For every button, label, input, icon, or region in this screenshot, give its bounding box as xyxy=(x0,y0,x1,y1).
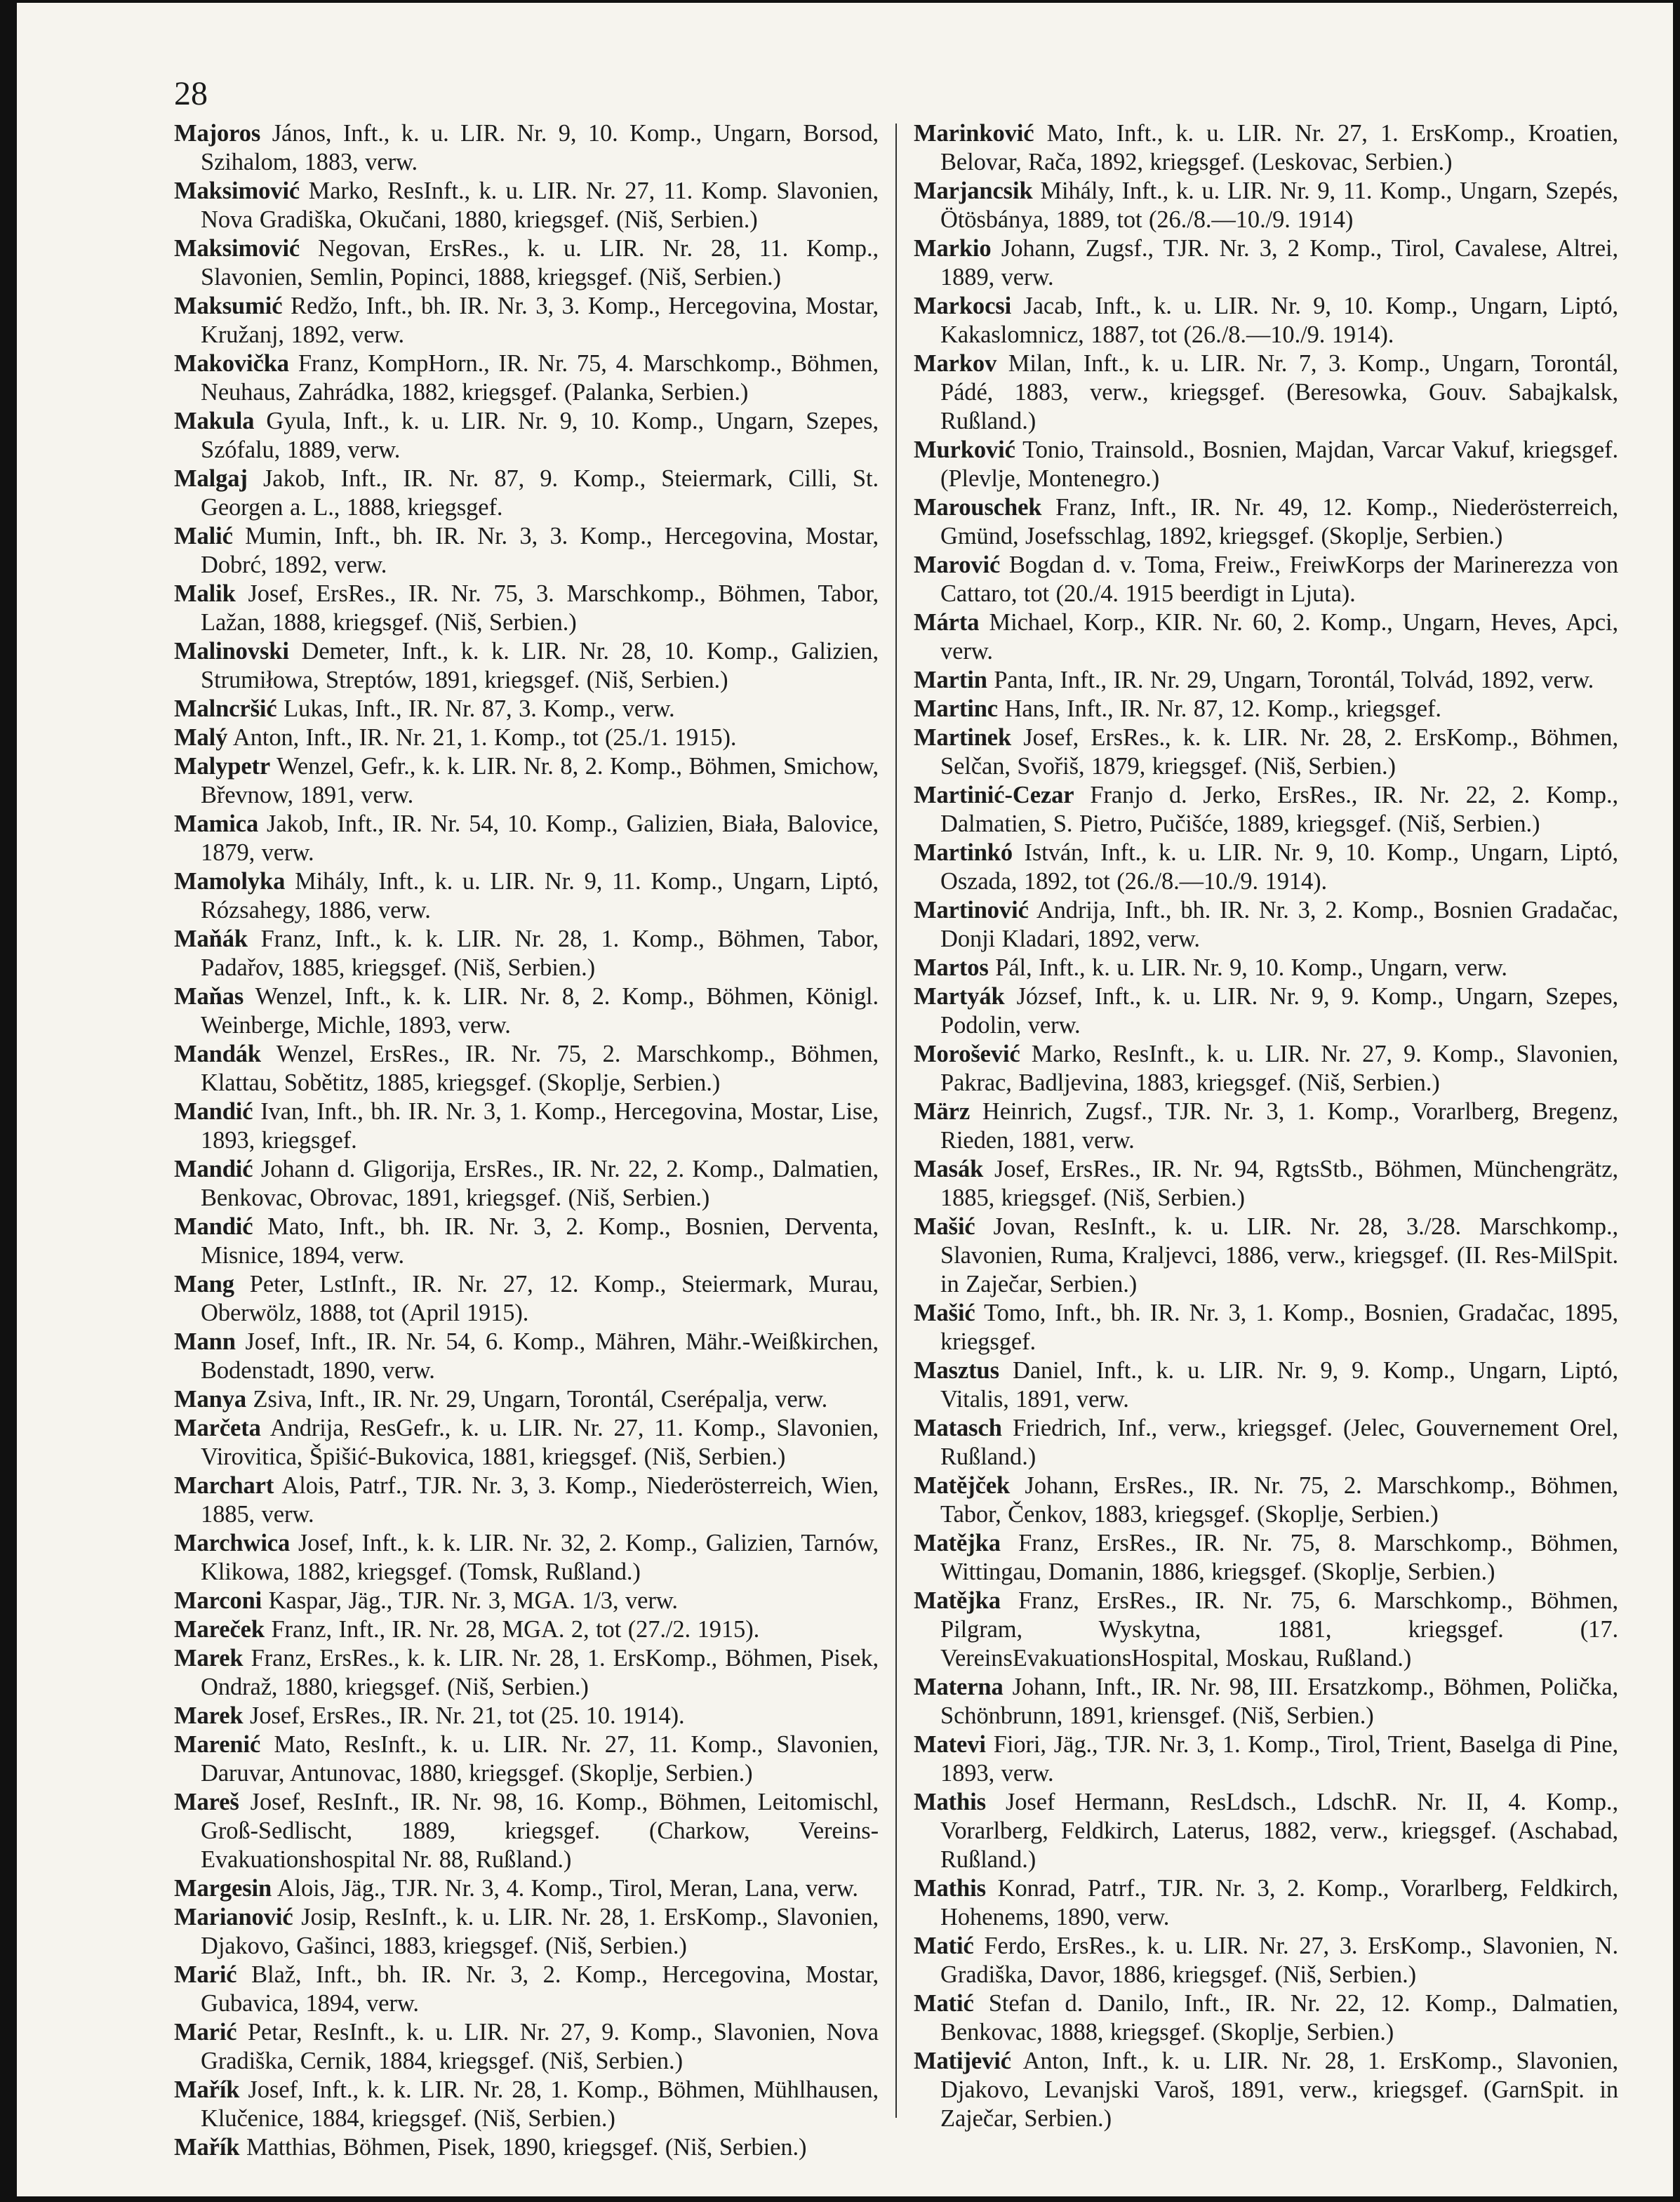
entry-details: Josef, ResInft., IR. Nr. 98, 16. Komp., Böhmen, Leitomischl, Groß-Sedlischt, 1889, kriegsgef. (Charkow, Vereins-Evakuationshospital Nr. 88, Rußland.) xyxy=(201,1789,879,1873)
surname: Malypetr xyxy=(174,753,271,780)
surname: Martinek xyxy=(914,724,1012,751)
list-item xyxy=(174,1529,879,1587)
list-item xyxy=(174,1615,879,1644)
entry-details: Wenzel, Gefr., k. k. LIR. Nr. 8, 2. Komp., Böhmen, Smichow, Břevnow, 1891, verw. xyxy=(201,753,879,808)
entry-details: Alois, Jäg., TJR. Nr. 3, 4. Komp., Tirol, Meran, Lana, verw. xyxy=(276,1875,858,1902)
surname: Matić xyxy=(914,1990,974,2017)
surname: Martinc xyxy=(914,695,998,722)
entry-details: Mato, ResInft., k. u. LIR. Nr. 27, 11. Komp., Slavonien, Daruvar, Antunovac, 1880, kriegsgef. (Skoplje, Serbien.) xyxy=(201,1731,879,1787)
list-item xyxy=(174,1874,879,1903)
list-item xyxy=(914,1299,1618,1356)
list-item xyxy=(174,1903,879,1961)
entry-details: Franz, ErsRes., IR. Nr. 75, 8. Marschkomp., Böhmen, Wittingau, Domanin, 1886, kriegsgef. (Skoplje, Serbien.) xyxy=(940,1530,1618,1585)
surname: Marchart xyxy=(174,1472,274,1499)
surname: Marchwica xyxy=(174,1530,291,1556)
list-item xyxy=(174,465,879,522)
surname: Malgaj xyxy=(174,465,248,492)
entry-details: Josef, Inft., k. k. LIR. Nr. 28, 1. Komp., Böhmen, Mühlhausen, Klučenice, 1884, kriegsgef. (Niš, Serbien.) xyxy=(201,2076,879,2132)
surname: Marčeta xyxy=(174,1415,261,1441)
entry-details: Josef, Inft., k. k. LIR. Nr. 32, 2. Komp., Galizien, Tarnów, Klikowa, 1882, kriegsgef. (Tomsk, Rußland.) xyxy=(201,1530,879,1585)
surname: Martin xyxy=(914,667,987,693)
surname: Matasch xyxy=(914,1415,1002,1441)
list-item xyxy=(174,1270,879,1328)
entry-details: Jakob, Inft., IR. Nr. 87, 9. Komp., Steiermark, Cilli, St. Georgen a. L., 1888, kriegsgef. xyxy=(201,465,879,521)
surname: Marek xyxy=(174,1645,244,1671)
entry-details: Marko, ResInft., k. u. LIR. Nr. 27, 11. Komp. Slavonien, Nova Gradiška, Okučani, 1880, kriegsgef. (Niš, Serbien.) xyxy=(201,178,879,233)
surname: Mařík xyxy=(174,2076,240,2103)
surname: Matijević xyxy=(914,2048,1011,2074)
list-item xyxy=(914,551,1618,608)
list-item xyxy=(174,2133,879,2162)
list-item xyxy=(914,1213,1618,1299)
surname: Mareš xyxy=(174,1789,239,1815)
list-item xyxy=(914,1989,1618,2047)
entry-details: Johann, ErsRes., IR. Nr. 75, 2. Marschkomp., Böhmen, Tabor, Čenkov, 1883, kriegsgef. (Skoplje, Serbien.) xyxy=(940,1472,1618,1528)
entry-details: Petar, ResInft., k. u. LIR. Nr. 27, 9. Komp., Slavonien, Nova Gradiška, Cernik, 1884, kriegsgef. (Niš, Serbien.) xyxy=(201,2019,879,2074)
entry-details: Josef, ErsRes., IR. Nr. 75, 3. Marschkomp., Böhmen, Tabor, Lažan, 1888, kriegsgef. (Niš, Serbien.) xyxy=(201,580,879,636)
entry-details: István, Inft., k. u. LIR. Nr. 9, 10. Komp., Ungarn, Liptó, Oszada, 1892, tot (26./8.—10./9. 1914). xyxy=(940,839,1618,895)
surname: Marianović xyxy=(174,1904,293,1930)
surname: Margesin xyxy=(174,1875,272,1902)
entry-details: Wenzel, Inft., k. k. LIR. Nr. 8, 2. Komp., Böhmen, Königl. Weinberge, Michle, 1893, verw. xyxy=(201,983,879,1039)
entry-details: Peter, LstInft., IR. Nr. 27, 12. Komp., Steiermark, Murau, Oberwölz, 1888, tot (April 1915). xyxy=(201,1271,879,1326)
surname: Marenić xyxy=(174,1731,261,1758)
surname: Mašić xyxy=(914,1213,975,1240)
entry-details: Johann, Zugsf., TJR. Nr. 3, 2 Komp., Tirol, Cavalese, Altrei, 1889, verw. xyxy=(940,235,1618,291)
list-item xyxy=(914,119,1618,177)
surname: Marek xyxy=(174,1702,244,1729)
surname: Marconi xyxy=(174,1587,262,1614)
surname: Matějka xyxy=(914,1530,1001,1556)
surname: Materna xyxy=(914,1674,1004,1700)
entry-details: Franz, Inft., IR. Nr. 28, MGA. 2, tot (27./2. 1915). xyxy=(271,1616,760,1643)
entry-details: Zsiva, Inft., IR. Nr. 29, Ungarn, Torontál, Cserépalja, verw. xyxy=(253,1386,828,1413)
entry-details: Panta, Inft., IR. Nr. 29, Ungarn, Torontál, Tolvád, 1892, verw. xyxy=(994,667,1594,693)
list-item xyxy=(174,1644,879,1702)
entry-details: Heinrich, Zugsf., TJR. Nr. 3, 1. Komp., Vorarlberg, Bregenz, Rieden, 1881, verw. xyxy=(940,1098,1618,1154)
list-item xyxy=(174,1414,879,1472)
entry-details: Josip, ResInft., k. u. LIR. Nr. 28, 1. ErsKomp., Slavonien, Djakovo, Gašinci, 1883, kriegsgef. (Niš, Serbien.) xyxy=(201,1904,879,1959)
list-item xyxy=(914,292,1618,349)
surname: Matić xyxy=(914,1933,974,1959)
entry-details: Wenzel, ErsRes., IR. Nr. 75, 2. Marschkomp., Böhmen, Klattau, Sobětitz, 1885, kriegsgef. (Skoplje, Serbien.) xyxy=(201,1041,879,1096)
surname: Martyák xyxy=(914,983,1005,1010)
surname: Mathis xyxy=(914,1875,986,1902)
surname: Marović xyxy=(914,552,1001,578)
surname: Makovička xyxy=(174,350,289,377)
surname: Matějka xyxy=(914,1587,1001,1614)
entry-details: Stefan d. Danilo, Inft., IR. Nr. 22, 12. Komp., Dalmatien, Benkovac, 1888, kriegsgef. (Skoplje, Serbien.) xyxy=(940,1990,1618,2046)
list-item xyxy=(914,781,1618,839)
list-item xyxy=(914,1587,1618,1673)
entry-details: Jacab, Inft., k. u. LIR. Nr. 9, 10. Komp., Ungarn, Liptó, Kakaslomnicz, 1887, tot (26./8.—10./9. 1914). xyxy=(940,293,1618,348)
list-item xyxy=(914,1874,1618,1932)
entry-details: Tomo, Inft., bh. IR. Nr. 3, 1. Komp., Bosnien, Gradačac, 1895, kriegsgef. xyxy=(940,1300,1619,1355)
surname: Mathis xyxy=(914,1789,986,1815)
list-item xyxy=(174,723,879,752)
entry-details: Mato, Inft., bh. IR. Nr. 3, 2. Komp., Bosnien, Derventa, Misnice, 1894, verw. xyxy=(201,1213,879,1269)
entry-details: József, Inft., k. u. LIR. Nr. 9, 9. Komp., Ungarn, Szepes, Podolin, verw. xyxy=(940,983,1618,1039)
entry-details: Johann d. Gligorija, ErsRes., IR. Nr. 22, 2. Komp., Dalmatien, Benkovac, Obrovac, 1891, kriegsgef. (Niš, Serbien.) xyxy=(201,1156,879,1211)
surname: Majoros xyxy=(174,120,261,147)
list-item xyxy=(914,1788,1618,1874)
list-item xyxy=(174,982,879,1040)
list-item xyxy=(914,982,1618,1040)
entry-details: Anton, Inft., IR. Nr. 21, 1. Komp., tot (25./1. 1915). xyxy=(232,724,737,751)
list-item xyxy=(174,637,879,695)
list-item xyxy=(914,1932,1618,1989)
entry-details: Mihály, Inft., k. u. LIR. Nr. 9, 11. Komp., Ungarn, Liptó, Rózsahegy, 1886, verw. xyxy=(201,868,879,923)
list-item xyxy=(914,2047,1618,2133)
list-item xyxy=(914,1730,1618,1788)
surname: Malić xyxy=(174,523,233,549)
entry-details: Kaspar, Jäg., TJR. Nr. 3, MGA. 1/3, verw. xyxy=(268,1587,678,1614)
list-item xyxy=(914,1414,1618,1472)
list-item xyxy=(914,234,1618,292)
surname: Masztus xyxy=(914,1357,999,1384)
list-item xyxy=(914,1155,1618,1213)
list-item xyxy=(174,1702,879,1730)
list-item xyxy=(174,349,879,407)
surname: Marouschek xyxy=(914,494,1042,521)
list-item xyxy=(174,867,879,925)
list-item xyxy=(174,1472,879,1529)
entry-details: Fiori, Jäg., TJR. Nr. 3, 1. Komp., Tirol, Trient, Baselga di Pine, 1893, verw. xyxy=(940,1731,1618,1787)
list-item xyxy=(174,1961,879,2018)
surname: Mandák xyxy=(174,1041,262,1067)
entry-details: Matthias, Böhmen, Pisek, 1890, kriegsgef. (Niš, Serbien.) xyxy=(246,2134,807,2161)
entry-details: Konrad, Patrf., TJR. Nr. 3, 2. Komp., Vorarlberg, Feldkirch, Hohenems, 1890, verw. xyxy=(940,1875,1618,1930)
surname: Masák xyxy=(914,1156,984,1182)
list-item xyxy=(174,1155,879,1213)
entry-details: Tonio, Trainsold., Bosnien, Majdan, Varcar Vakuf, kriegsgef. (Plevlje, Montenegro.) xyxy=(940,436,1618,492)
surname: Mamolyka xyxy=(174,868,286,895)
entry-details: Franz, Inft., k. k. LIR. Nr. 28, 1. Komp., Böhmen, Tabor, Padařov, 1885, kriegsgef. (Niš, Serbien.) xyxy=(201,926,879,981)
list-item xyxy=(914,1356,1618,1414)
surname: Martos xyxy=(914,954,989,981)
surname: Marić xyxy=(174,2019,237,2046)
left-column xyxy=(174,119,879,2162)
surname: Makula xyxy=(174,408,255,434)
right-column xyxy=(914,119,1618,2133)
entry-details: Josef, Inft., IR. Nr. 54, 6. Komp., Mähren, Mähr.-Weißkirchen, Bodenstadt, 1890, verw. xyxy=(201,1328,879,1384)
list-item xyxy=(174,1213,879,1270)
surname: Matějček xyxy=(914,1472,1011,1499)
list-item xyxy=(174,119,879,177)
surname: Markov xyxy=(914,350,997,377)
surname: Malncršić xyxy=(174,695,277,722)
surname: Maksimović xyxy=(174,178,300,204)
surname: Malik xyxy=(174,580,236,607)
entry-details: Mato, Inft., k. u. LIR. Nr. 27, 1. ErsKomp., Kroatien, Belovar, Rača, 1892, kriegsgef. (Leskovac, Serbien.) xyxy=(940,120,1619,175)
surname: März xyxy=(914,1098,971,1125)
list-item xyxy=(174,1385,879,1414)
entry-details: Johann, Inft., IR. Nr. 98, III. Ersatzkomp., Böhmen, Polička, Schönbrunn, 1891, kriensgef. (Niš, Serbien.) xyxy=(940,1674,1618,1729)
entry-details: Jovan, ResInft., k. u. LIR. Nr. 28, 3./28. Marschkomp., Slavonien, Ruma, Kraljevci, 1886, verw., kriegsgef. (II. Res-MilSpit. in Zaječar, Serbien.) xyxy=(940,1213,1619,1297)
surname: Marjancsik xyxy=(914,178,1033,204)
list-item xyxy=(174,752,879,810)
surname: Mandić xyxy=(174,1156,253,1182)
surname: Maňas xyxy=(174,983,244,1010)
entry-details: Jakob, Inft., IR. Nr. 54, 10. Komp., Galizien, Biała, Balovice, 1879, verw. xyxy=(201,810,879,866)
entry-details: Friedrich, Inf., verw., kriegsgef. (Jelec, Gouvernement Orel, Rußland.) xyxy=(940,1415,1618,1470)
list-item xyxy=(174,1097,879,1155)
entry-details: Josef, ErsRes., k. k. LIR. Nr. 28, 2. ErsKomp., Böhmen, Selčan, Svořiš, 1879, kriegsgef. (Niš, Serbien.) xyxy=(940,724,1618,780)
list-item xyxy=(914,177,1618,234)
list-item xyxy=(174,2076,879,2133)
entry-details: Alois, Patrf., TJR. Nr. 3, 3. Komp., Niederösterreich, Wien, 1885, verw. xyxy=(201,1472,879,1528)
list-item xyxy=(914,349,1618,436)
surname: Malinovski xyxy=(174,638,289,665)
entry-details: Franz, KompHorn., IR. Nr. 75, 4. Marschkomp., Böhmen, Neuhaus, Zahrádka, 1882, kriegsgef. (Palanka, Serbien.) xyxy=(201,350,879,406)
list-item xyxy=(174,925,879,982)
list-item xyxy=(914,493,1618,551)
list-item xyxy=(914,1040,1618,1097)
surname: Márta xyxy=(914,609,980,636)
entry-details: Michael, Korp., KIR. Nr. 60, 2. Komp., Ungarn, Heves, Apci, verw. xyxy=(940,609,1619,665)
surname: Maňák xyxy=(174,926,248,952)
surname: Maksumić xyxy=(174,293,283,319)
list-item xyxy=(174,1040,879,1097)
list-item xyxy=(174,177,879,234)
list-item xyxy=(174,2018,879,2076)
list-item xyxy=(914,954,1618,982)
list-item xyxy=(174,234,879,292)
entry-details: Franjo d. Jerko, ErsRes., IR. Nr. 22, 2. Komp., Dalmatien, S. Pietro, Pučišće, 1889, kriegsgef. (Niš, Serbien.) xyxy=(940,782,1618,837)
entry-details: Mumin, Inft., bh. IR. Nr. 3, 3. Komp., Hercegovina, Mostar, Dobrć, 1892, verw. xyxy=(201,523,879,578)
surname: Mašić xyxy=(914,1300,975,1326)
surname: Mařík xyxy=(174,2134,240,2161)
surname: Maksimović xyxy=(174,235,300,262)
list-item xyxy=(174,810,879,867)
list-item xyxy=(914,839,1618,896)
entry-details: Franz, Inft., IR. Nr. 49, 12. Komp., Niederösterreich, Gmünd, Josefsschlag, 1892, kriegsgef. (Skoplje, Serbien.) xyxy=(940,494,1618,549)
list-item xyxy=(914,608,1618,666)
entry-details: Daniel, Inft., k. u. LIR. Nr. 9, 9. Komp., Ungarn, Liptó, Vitalis, 1891, verw. xyxy=(940,1357,1618,1413)
list-item xyxy=(914,1673,1618,1730)
list-item xyxy=(914,436,1618,493)
entry-details: Milan, Inft., k. u. LIR. Nr. 7, 3. Komp., Ungarn, Torontál, Pádé, 1883, verw., kriegsgef. (Beresowka, Gouv. Sabajkalsk, Rußland.) xyxy=(940,350,1618,434)
entry-details: Josef, ErsRes., IR. Nr. 21, tot (25. 10. 1914). xyxy=(250,1702,685,1729)
surname: Martinović xyxy=(914,897,1029,923)
entry-details: Marko, ResInft., k. u. LIR. Nr. 27, 9. Komp., Slavonien, Pakrac, Badljevina, 1883, kriegsgef. (Niš, Serbien.) xyxy=(940,1041,1618,1096)
entry-details: Josef Hermann, ResLdsch., LdschR. Nr. II, 4. Komp., Vorarlberg, Feldkirch, Laterus, 1882, verw., kriegsgef. (Aschabad, Rußland.) xyxy=(940,1789,1618,1873)
surname: Malý xyxy=(174,724,228,751)
surname: Marinković xyxy=(914,120,1034,147)
list-item xyxy=(914,1097,1618,1155)
entry-details: Josef, ErsRes., IR. Nr. 94, RgtsStb., Böhmen, Münchengrätz, 1885, kriegsgef. (Niš, Serbien.) xyxy=(940,1156,1619,1211)
surname: Matevi xyxy=(914,1731,986,1758)
list-item xyxy=(174,1587,879,1615)
entry-details: János, Inft., k. u. LIR. Nr. 9, 10. Komp., Ungarn, Borsod, Szihalom, 1883, verw. xyxy=(201,120,879,175)
list-item xyxy=(174,407,879,465)
surname: Mann xyxy=(174,1328,236,1355)
entry-details: Ferdo, ErsRes., k. u. LIR. Nr. 27, 3. ErsKomp., Slavonien, N. Gradiška, Davor, 1886, kriegsgef. (Niš, Serbien.) xyxy=(940,1933,1619,1988)
surname: Manya xyxy=(174,1386,247,1413)
entry-details: Franz, ErsRes., IR. Nr. 75, 6. Marschkomp., Böhmen, Pilgram, Wyskytna, 1881, kriegsgef. (17. VereinsEvakuationsHospital, Moskau, Rußland.) xyxy=(940,1587,1618,1671)
page-number: 28 xyxy=(174,75,208,112)
list-item xyxy=(914,723,1618,781)
entry-details: Gyula, Inft., k. u. LIR. Nr. 9, 10. Komp., Ungarn, Szepes, Szófalu, 1889, verw. xyxy=(201,408,879,463)
surname: Murković xyxy=(914,436,1015,463)
entry-details: Ivan, Inft., bh. IR. Nr. 3, 1. Komp., Hercegovina, Mostar, Lise, 1893, kriegsgef. xyxy=(201,1098,879,1154)
list-item xyxy=(914,666,1618,695)
entry-details: Andrija, Inft., bh. IR. Nr. 3, 2. Komp., Bosnien Gradačac, Donji Kladari, 1892, verw. xyxy=(940,897,1619,952)
surname: Martinkó xyxy=(914,839,1013,866)
surname: Marić xyxy=(174,1961,237,1988)
list-item xyxy=(914,695,1618,723)
entry-details: Anton, Inft., k. u. LIR. Nr. 28, 1. ErsKomp., Slavonien, Djakovo, Levanjski Varoš, 1891, verw., kriegsgef. (GarnSpit. in Zaječar, Serbien.) xyxy=(940,2048,1618,2132)
surname: Markocsi xyxy=(914,293,1012,319)
entry-details: Lukas, Inft., IR. Nr. 87, 3. Komp., verw. xyxy=(284,695,675,722)
list-item xyxy=(914,1472,1618,1529)
entry-details: Pál, Inft., k. u. LIR. Nr. 9, 10. Komp., Ungarn, verw. xyxy=(995,954,1507,981)
list-item xyxy=(174,580,879,637)
list-item xyxy=(914,1529,1618,1587)
entry-details: Bogdan d. v. Toma, Freiw., FreiwKorps der Marinerezza von Cattaro, tot (20./4. 1915 beerdigt in Ljuta). xyxy=(940,552,1618,607)
entry-details: Mihály, Inft., k. u. LIR. Nr. 9, 11. Komp., Ungarn, Szepés, Ötösbánya, 1889, tot (26./8.—10./9. 1914) xyxy=(940,178,1618,233)
entry-details: Andrija, ResGefr., k. u. LIR. Nr. 27, 11. Komp., Slavonien, Virovitica, Špišić-Bukovica, 1881, kriegsgef. (Niš, Serbien.) xyxy=(201,1415,879,1470)
column-divider xyxy=(895,124,897,2118)
entry-details: Redžo, Inft., bh. IR. Nr. 3, 3. Komp., Hercegovina, Mostar, Kružanj, 1892, verw. xyxy=(201,293,879,348)
surname: Mang xyxy=(174,1271,234,1297)
surname: Morošević xyxy=(914,1041,1020,1067)
list-item xyxy=(174,1328,879,1385)
list-item xyxy=(174,695,879,723)
surname: Mamica xyxy=(174,810,259,837)
surname: Mandić xyxy=(174,1098,253,1125)
list-item xyxy=(174,1730,879,1788)
document-page xyxy=(17,3,1673,2196)
list-item xyxy=(174,522,879,580)
list-item xyxy=(174,292,879,349)
entry-details: Hans, Inft., IR. Nr. 87, 12. Komp., kriegsgef. xyxy=(1004,695,1441,722)
list-item xyxy=(174,1788,879,1874)
entry-details: Negovan, ErsRes., k. u. LIR. Nr. 28, 11. Komp., Slavonien, Semlin, Popinci, 1888, kriegsgef. (Niš, Serbien.) xyxy=(201,235,879,291)
entry-details: Blaž, Inft., bh. IR. Nr. 3, 2. Komp., Hercegovina, Mostar, Gubavica, 1894, verw. xyxy=(201,1961,879,2017)
entry-details: Franz, ErsRes., k. k. LIR. Nr. 28, 1. ErsKomp., Böhmen, Pisek, Ondraž, 1880, kriegsgef. (Niš, Serbien.) xyxy=(201,1645,879,1700)
list-item xyxy=(914,896,1618,954)
surname: Martinić-Cezar xyxy=(914,782,1074,808)
entry-details: Demeter, Inft., k. k. LIR. Nr. 28, 10. Komp., Galizien, Strumiłowa, Streptów, 1891, kriegsgef. (Niš, Serbien.) xyxy=(201,638,879,693)
surname: Markio xyxy=(914,235,992,262)
surname: Mandić xyxy=(174,1213,253,1240)
surname: Mareček xyxy=(174,1616,265,1643)
